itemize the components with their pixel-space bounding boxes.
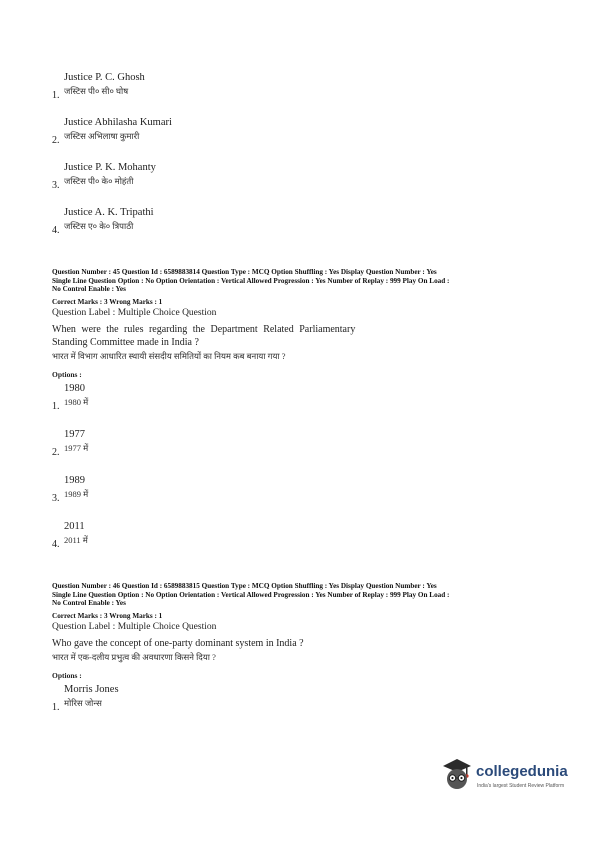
q46-meta-line-2: Single Line Question Option : No Option Orientation : Vertical Allowed Progression : Yes Number of Replay : 999 Play On Load : (52, 590, 450, 599)
collegedunia-logo (440, 757, 580, 797)
q46-options-heading: Options : (52, 671, 82, 680)
option-number: 1. (52, 90, 60, 101)
option-text-hi: जस्टिस पी० के० मोहंती (64, 176, 134, 186)
q45-meta-line-1: Question Number : 45 Question Id : 6589883814 Question Type : MCQ Option Shuffling : Yes Display Question Number : Yes (52, 268, 437, 276)
q45-options-heading: Options : (52, 370, 82, 379)
option-number: 3. (52, 180, 60, 191)
option-text-hi: 2011 में (64, 535, 88, 545)
q45-question-line-2: Standing Committee made in India ? (52, 337, 199, 348)
option-text-hi: जस्टिस अभिलाषा कुमारी (64, 131, 140, 141)
option-text-hi: जस्टिस ए० के० त्रिपाठी (64, 221, 134, 231)
option-number: 2. (52, 447, 60, 458)
option-text-en: Justice P. K. Mohanty (64, 162, 156, 173)
q45-marks: Correct Marks : 3 Wrong Marks : 1 (52, 298, 163, 306)
q45-label: Question Label : Multiple Choice Question (52, 308, 217, 318)
option-number: 3. (52, 493, 60, 504)
option-text-hi: 1989 में (64, 489, 89, 499)
option-number: 4. (52, 539, 60, 550)
option-number: 4. (52, 225, 60, 236)
option-text-en: Justice Abhilasha Kumari (64, 117, 172, 128)
option-number: 2. (52, 135, 60, 146)
option-text-hi: 1980 में (64, 397, 89, 407)
brand-name: collegedunia (476, 763, 568, 780)
option-number: 1. (52, 702, 60, 713)
option-text-hi: मोरिस जोन्स (64, 698, 102, 708)
q46-meta-line-3: No Control Enable : Yes (52, 599, 126, 608)
option-text-hi: जस्टिस पी० सी० घोष (64, 86, 129, 96)
mascot-icon (440, 757, 474, 793)
q46-question-hindi: भारत में एक-दलीय प्रभुत्व की अवधारणा किसने दिया ? (52, 652, 216, 662)
q46-meta-line-1: Question Number : 46 Question Id : 6589883815 Question Type : MCQ Option Shuffling : Yes Display Question Number : Yes (52, 582, 437, 590)
q45-question-hindi: भारत में विभाग आधारित स्थायी संसदीय समितियों का नियम कब बनाया गया ? (52, 351, 286, 361)
option-text-en: 1980 (64, 383, 85, 394)
q45-meta-line-3: No Control Enable : Yes (52, 285, 126, 294)
option-text-hi: 1977 में (64, 443, 89, 453)
option-number: 1. (52, 401, 60, 412)
option-text-en: Justice A. K. Tripathi (64, 207, 154, 218)
q46-label: Question Label : Multiple Choice Question (52, 622, 217, 632)
q46-question-line-1: Who gave the concept of one-party dominant system in India ? (52, 638, 304, 649)
option-text-en: 1989 (64, 475, 85, 486)
q45-meta-line-2: Single Line Question Option : No Option Orientation : Vertical Allowed Progression : Yes Number of Replay : 999 Play On Load : (52, 276, 450, 285)
option-text-en: 2011 (64, 521, 85, 532)
q45-question-line-1: When were the rules regarding the Department Related Parliamentary (52, 324, 356, 335)
option-text-en: 1977 (64, 429, 85, 440)
q46-marks: Correct Marks : 3 Wrong Marks : 1 (52, 612, 163, 620)
brand-tagline: India's largest Student Review Platform (477, 783, 565, 789)
option-text-en: Morris Jones (64, 684, 119, 695)
option-text-en: Justice P. C. Ghosh (64, 72, 145, 83)
